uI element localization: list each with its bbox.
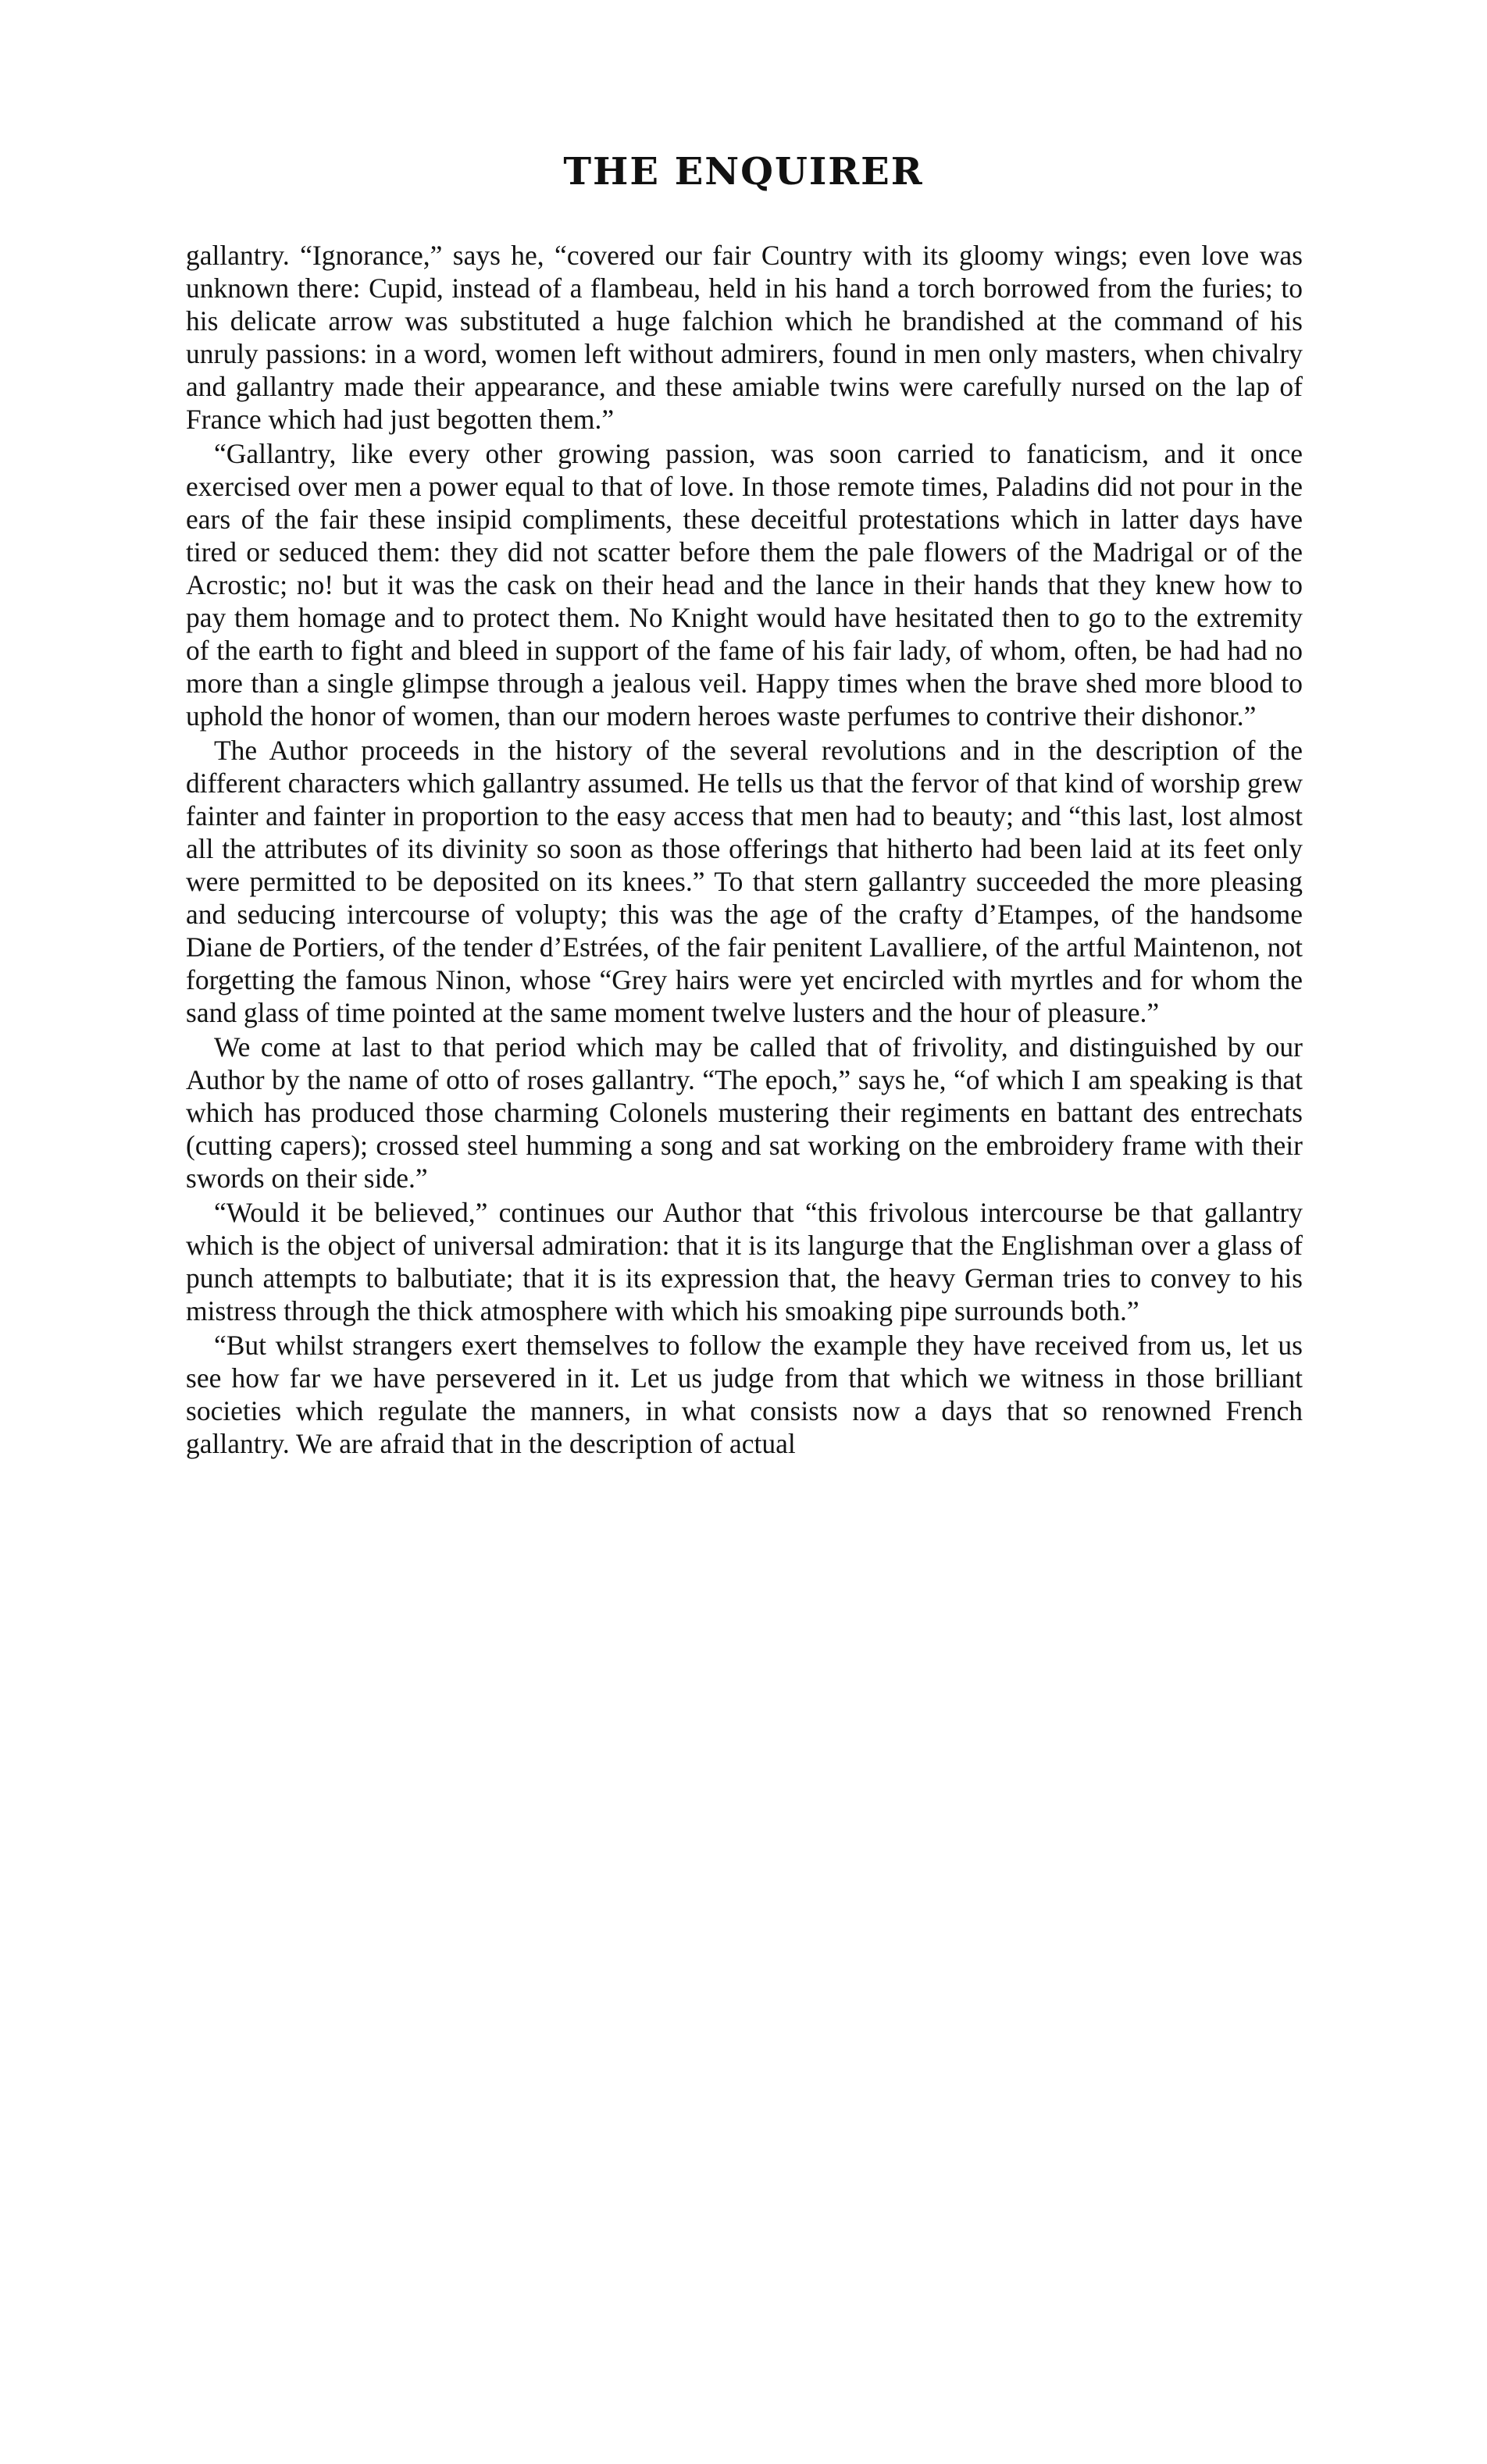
paragraph-1: gallantry. “Ignorance,” says he, “covered our fair Country with its gloomy wings; even love was unknown there: Cupid, instead of a flambeau, held in his hand a torch borrowed from the furies; to his delicate arrow was substituted a huge falchion which he brandished at the command of his unruly passions: in a word, women left without admirers, found in men only masters, when chivalry and gallantry made their appearance, and these amiable twins were carefully nursed on the lap of France which had just begotten them.”	[186, 240, 1303, 435]
body-text	[186, 239, 1303, 1460]
paragraph-4: We come at last to that period which may be called that of frivolity, and distinguished by our Author by the name of otto of roses gallantry. “The epoch,” says he, “of which I am speaking is that which has produced those charming Colonels mustering their regiments en battant des entrechats (cutting capers); crossed steel humming a song and sat working on the embroidery frame with their swords on their side.”	[186, 1031, 1303, 1194]
running-title: THE ENQUIRER	[563, 150, 924, 194]
paragraph-5: “Would it be believed,” continues our Author that “this frivolous intercourse be that gallantry which is the object of universal admiration: that it is its langurge that the Englishman over a glass of punch attempts to balbutiate; that it is its expression that, the heavy German tries to convey to his mistress through the thick atmosphere with which his smoaking pipe surrounds both.”	[186, 1197, 1303, 1326]
paragraph-2: “Gallantry, like every other growing passion, was soon carried to fanaticism, and it once exercised over men a power equal to that of love. In those remote times, Paladins did not pour in the ears of the fair these insipid compliments, these deceitful protestations which in latter days have tired or seduced them: they did not scatter before them the pale flowers of the Madrigal or of the Acrostic; no! but it was the cask on their head and the lance in their hands that they knew how to pay them homage and to protect them. No Knight would have hesitated then to go to the extremity of the earth to fight and bleed in support of the fame of his fair lady, of whom, often, be had had no more than a single glimpse through a jealous veil. Happy times when the brave shed more blood to uphold the honor of women, than our modern heroes waste perfumes to contrive their dishonor.”	[186, 438, 1303, 732]
paragraph-6: “But whilst strangers exert themselves to follow the example they have received from us, let us see how far we have persevered in it. Let us judge from that which we witness in those brilliant societies which regulate the manners, in what consists now a days that so renowned French gallantry. We are afraid that in the description of actual	[186, 1330, 1303, 1459]
paragraph-3: The Author proceeds in the history of the several revolutions and in the description of the different characters which gallantry assumed. He tells us that the fervor of that kind of worship grew fainter and fainter in proportion to the easy access that men had to beauty; and “this last, lost almost all the attributes of its divinity so soon as those offerings that hitherto had been laid at its feet only were permitted to be deposited on its knees.” To that stern gallantry succeeded the more pleasing and seducing intercourse of volupty; this was the age of the crafty d’Etampes, of the handsome Diane de Portiers, of the tender d’Estrées, of the fair penitent Lavalliere, of the artful Maintenon, not forgetting the famous Ninon, whose “Grey hairs were yet encircled with myrtles and for whom the sand glass of time pointed at the same moment twelve lusters and the hour of pleasure.”	[186, 735, 1303, 1028]
